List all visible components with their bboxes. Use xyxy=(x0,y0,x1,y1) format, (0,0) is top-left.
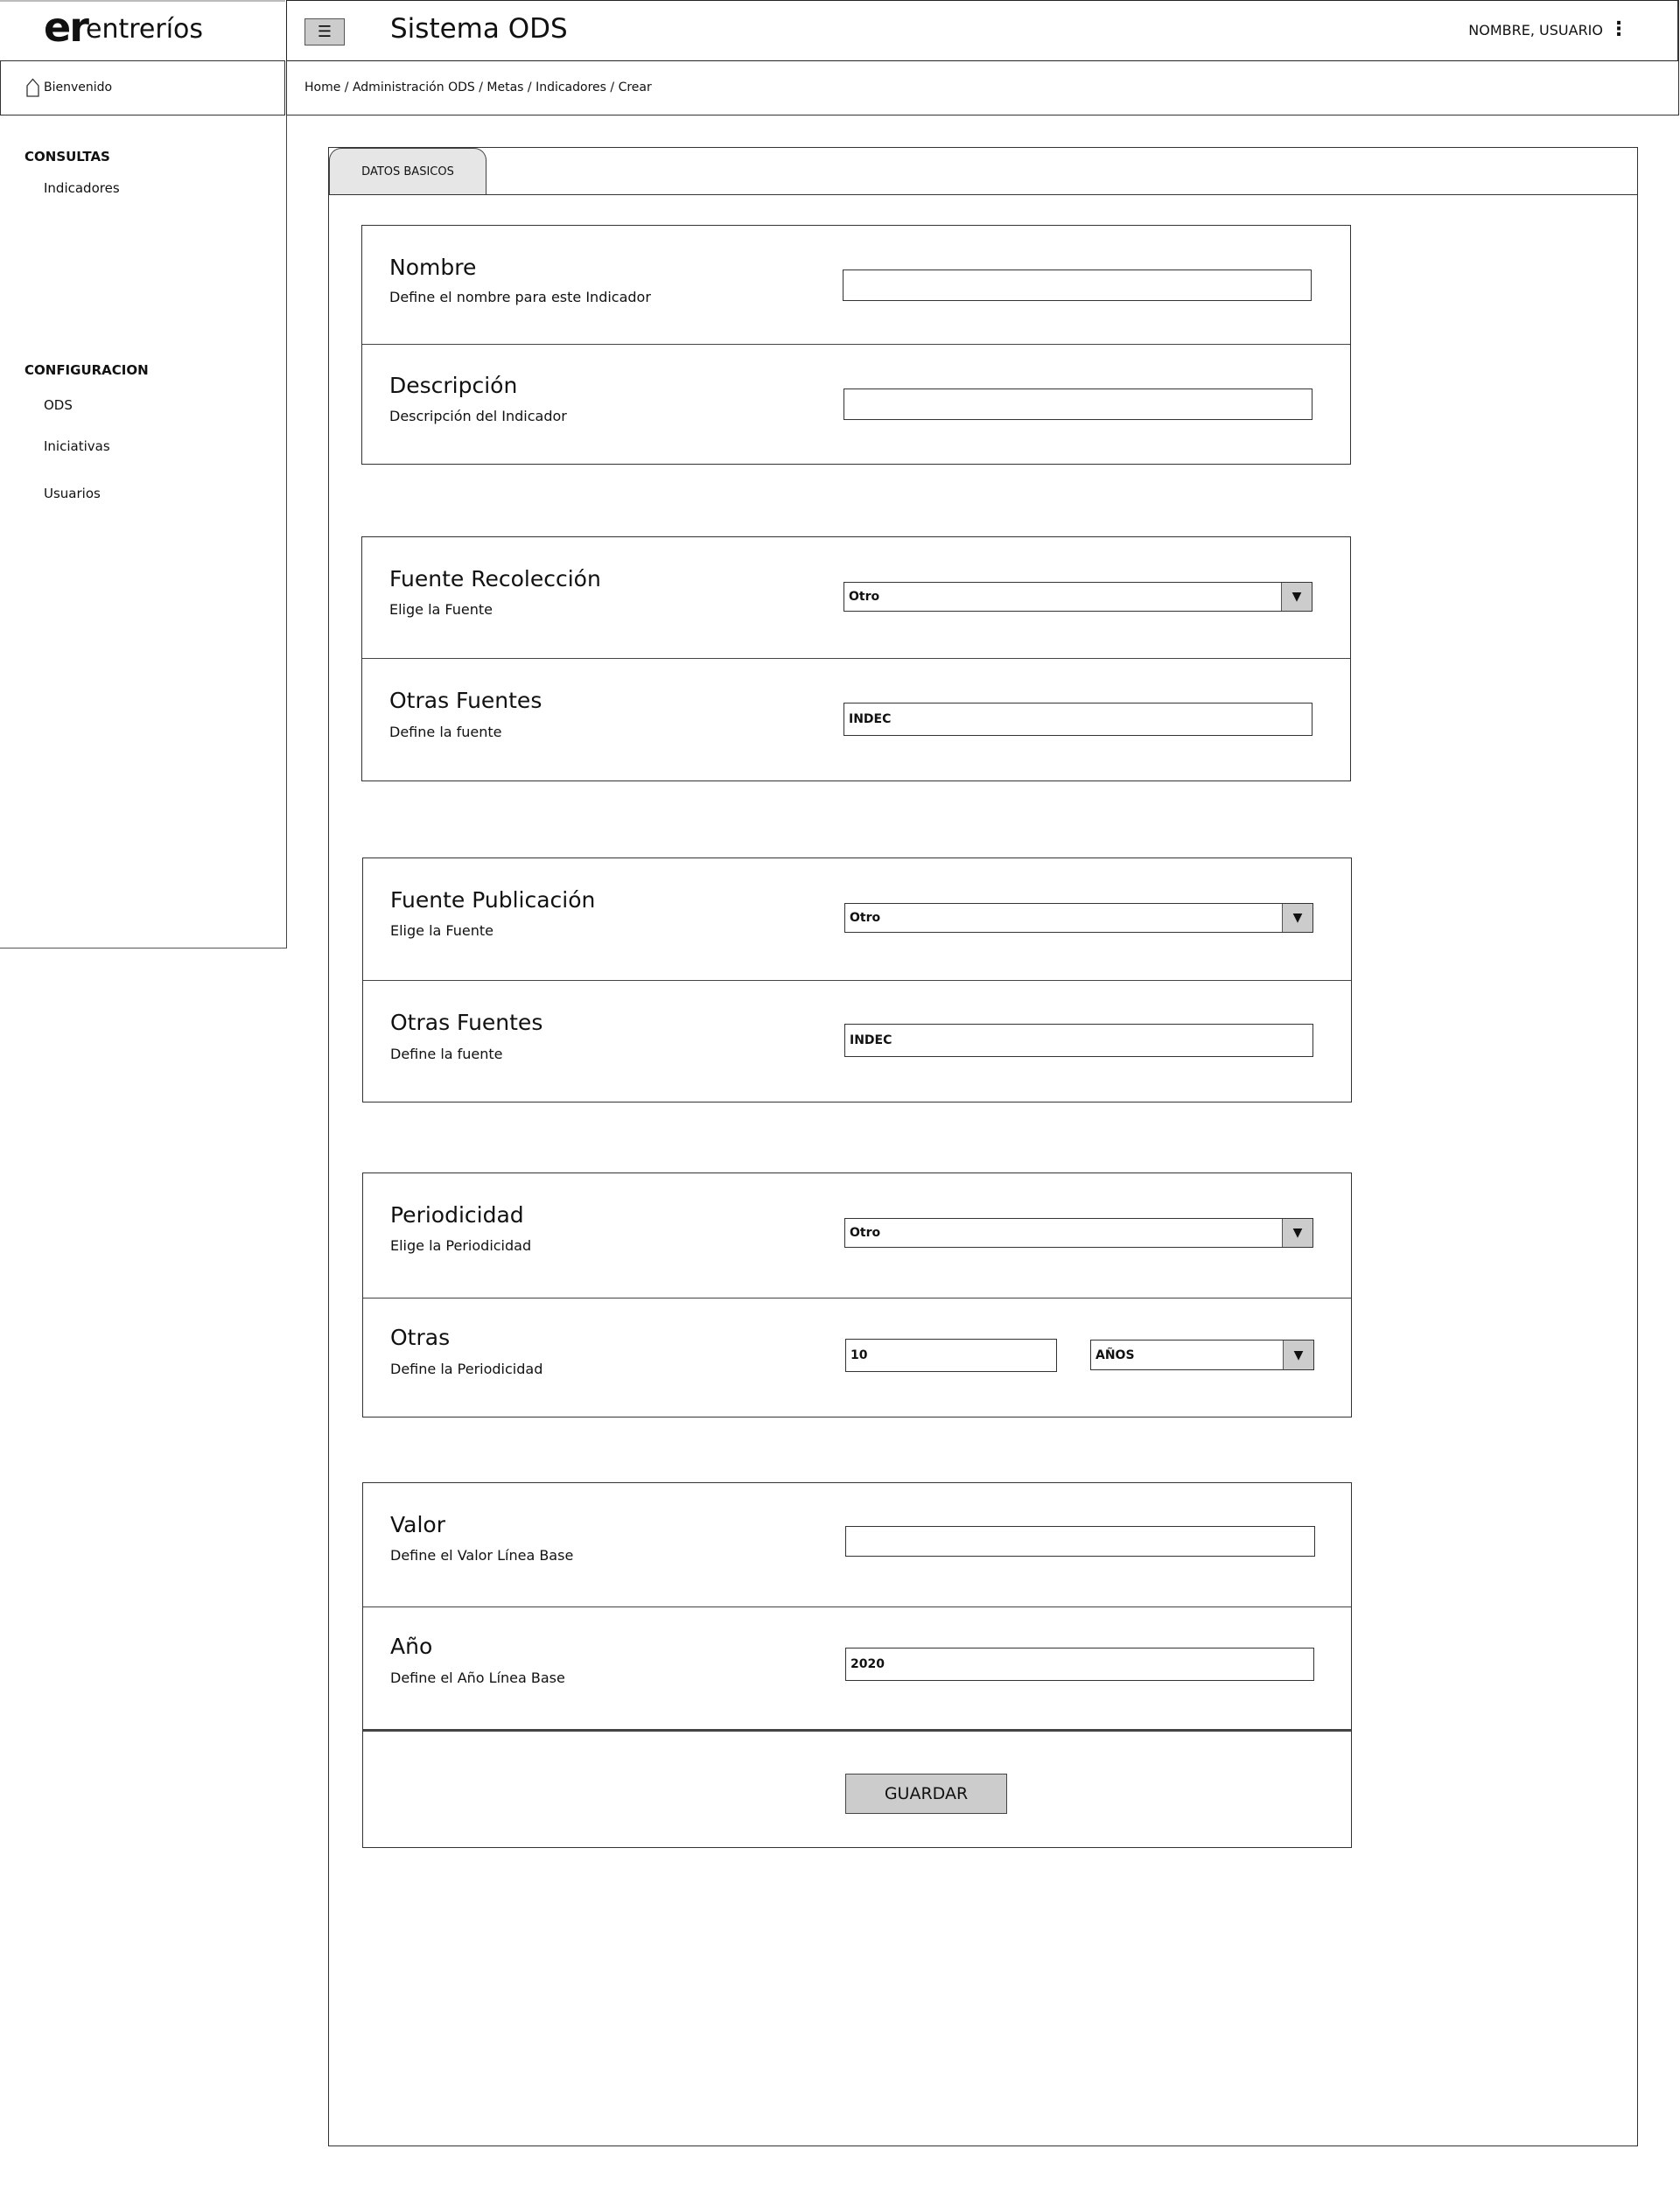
anio-input[interactable]: 2020 xyxy=(845,1648,1314,1681)
fuente-recoleccion-select[interactable] xyxy=(844,582,1312,612)
periodicidad-label: Periodicidad xyxy=(390,1202,524,1228)
fuente-publicacion-select[interactable] xyxy=(844,903,1313,933)
tab-datos-basicos[interactable]: DATOS BASICOS xyxy=(329,148,486,195)
nombre-label: Nombre xyxy=(389,255,477,280)
sidebar-item-indicadores[interactable]: Indicadores xyxy=(44,180,120,196)
home-icon xyxy=(26,78,39,97)
hamburger-icon: ☰ xyxy=(317,23,332,41)
form-row-periodicidad xyxy=(363,1173,1351,1298)
periodicidad-cantidad-input[interactable]: 10 xyxy=(845,1339,1057,1372)
periodicidad-unidad-select[interactable] xyxy=(1090,1340,1314,1370)
form-row-anio xyxy=(363,1606,1351,1729)
logo-mark: er xyxy=(44,4,88,51)
tab-divider xyxy=(329,194,1637,195)
breadcrumb xyxy=(286,60,1679,116)
breadcrumb-separator: / xyxy=(340,80,353,94)
sidebar-section-consultas: CONSULTAS xyxy=(24,149,110,164)
form-row-otras-fuentes-publicacion xyxy=(363,980,1351,1102)
welcome-link[interactable] xyxy=(0,60,285,116)
form-row-valor xyxy=(363,1483,1351,1606)
more-options-icon[interactable]: ⋮ xyxy=(1609,18,1628,40)
breadcrumb-metas[interactable]: Metas xyxy=(486,80,524,94)
nombre-help: Define el nombre para este Indicador xyxy=(389,289,651,305)
sidebar-section-configuracion: CONFIGURACION xyxy=(24,362,149,378)
dropdown-arrow-icon: ▼ xyxy=(1283,1340,1313,1369)
top-header xyxy=(286,0,1679,61)
periodicidad-unidad-selected: AÑOS xyxy=(1096,1348,1135,1362)
fuente-recoleccion-label: Fuente Recolección xyxy=(389,566,601,592)
section-identificacion xyxy=(361,225,1351,465)
user-name[interactable]: NOMBRE, USUARIO xyxy=(1468,22,1603,38)
dropdown-arrow-icon: ▼ xyxy=(1282,904,1312,932)
otras-periodicidad-label: Otras xyxy=(390,1325,451,1350)
form-row-fuente-recoleccion xyxy=(362,537,1350,658)
fuente-publicacion-selected: Otro xyxy=(850,911,881,925)
descripcion-label: Descripción xyxy=(389,373,518,398)
fuente-recoleccion-help: Elige la Fuente xyxy=(389,601,493,618)
periodicidad-selected: Otro xyxy=(850,1226,881,1240)
anio-label: Año xyxy=(390,1634,433,1659)
sidebar-item-ods[interactable]: ODS xyxy=(44,397,73,413)
form-row-nombre xyxy=(362,226,1350,344)
descripcion-help: Descripción del Indicador xyxy=(389,408,567,424)
brand-logo xyxy=(0,0,285,60)
descripcion-input[interactable] xyxy=(844,388,1312,420)
periodicidad-select[interactable] xyxy=(844,1218,1313,1248)
form-row-descripcion xyxy=(362,344,1350,464)
breadcrumb-separator: / xyxy=(523,80,536,94)
breadcrumb-indicadores[interactable]: Indicadores xyxy=(536,80,606,94)
periodicidad-help: Elige la Periodicidad xyxy=(390,1237,532,1254)
valor-help: Define el Valor Línea Base xyxy=(390,1547,574,1564)
dropdown-arrow-icon: ▼ xyxy=(1282,1219,1312,1247)
breadcrumb-crear: Crear xyxy=(618,80,652,94)
otras-periodicidad-help: Define la Periodicidad xyxy=(390,1361,543,1377)
app-title: Sistema ODS xyxy=(390,13,568,45)
logo-text: entreríos xyxy=(86,14,204,45)
welcome-label: Bienvenido xyxy=(44,80,113,94)
sidebar-item-usuarios[interactable]: Usuarios xyxy=(44,486,101,501)
valor-input[interactable] xyxy=(845,1526,1315,1557)
sidebar-item-iniciativas[interactable]: Iniciativas xyxy=(44,438,110,454)
section-fuente-publicacion xyxy=(362,858,1352,1102)
form-row-otras-fuentes-recoleccion xyxy=(362,658,1350,780)
otras-fuentes-recoleccion-help: Define la fuente xyxy=(389,724,502,740)
otras-fuentes-publicacion-input[interactable]: INDEC xyxy=(844,1024,1313,1057)
sidebar xyxy=(0,116,287,948)
section-linea-base xyxy=(362,1482,1352,1848)
guardar-button[interactable]: GUARDAR xyxy=(845,1774,1007,1814)
otras-fuentes-publicacion-label: Otras Fuentes xyxy=(390,1010,543,1035)
section-fuente-recoleccion xyxy=(361,536,1351,781)
form-row-fuente-publicacion xyxy=(363,858,1351,980)
anio-help: Define el Año Línea Base xyxy=(390,1670,565,1686)
form-row-otras-periodicidad xyxy=(363,1298,1351,1417)
breadcrumb-administracion-ods[interactable]: Administración ODS xyxy=(352,80,475,94)
valor-label: Valor xyxy=(390,1512,446,1537)
section-periodicidad xyxy=(362,1172,1352,1418)
nombre-input[interactable] xyxy=(843,270,1312,301)
fuente-publicacion-help: Elige la Fuente xyxy=(390,922,494,939)
otras-fuentes-publicacion-help: Define la fuente xyxy=(390,1046,503,1062)
breadcrumb-separator: / xyxy=(606,80,619,94)
fuente-recoleccion-selected: Otro xyxy=(849,590,880,604)
fuente-publicacion-label: Fuente Publicación xyxy=(390,887,596,913)
otras-fuentes-recoleccion-input[interactable]: INDEC xyxy=(844,703,1312,736)
otras-fuentes-recoleccion-label: Otras Fuentes xyxy=(389,688,542,713)
breadcrumb-separator: / xyxy=(474,80,487,94)
breadcrumb-home[interactable]: Home xyxy=(304,80,341,94)
form-row-actions xyxy=(363,1729,1351,1847)
dropdown-arrow-icon: ▼ xyxy=(1281,583,1312,611)
menu-toggle-button[interactable] xyxy=(304,18,345,46)
